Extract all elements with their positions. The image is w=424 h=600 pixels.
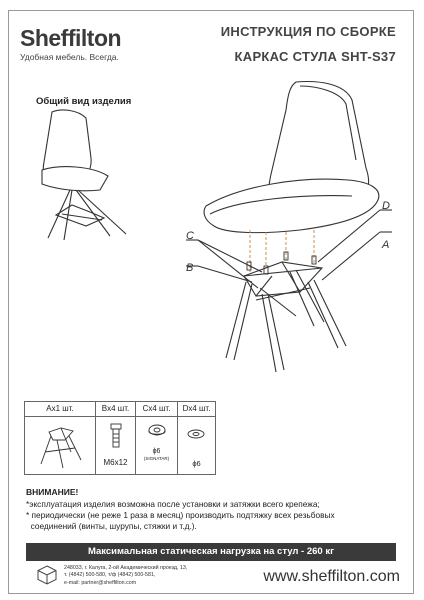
parts-col-c — [136, 402, 178, 474]
document-subtitle: КАРКАС СТУЛА SHT-S37 — [234, 49, 396, 64]
max-load-banner: Максимальная статическая нагрузка на стул - 260 кг — [26, 543, 396, 561]
small-chair-illustration — [42, 110, 126, 240]
contact-email: e-mail: partner@sheffilton.com — [64, 579, 137, 586]
cube-logo-icon — [36, 564, 58, 586]
document-title: ИНСТРУКЦИЯ ПО СБОРКЕ — [220, 24, 396, 39]
exploded-chair-illustration — [186, 82, 392, 372]
callout-a: A — [382, 239, 390, 251]
frame-a-icon — [25, 416, 96, 476]
warning-line-3: соединений (винты, шурупы, стяжки и т.д.). — [26, 521, 197, 531]
callout-d: D — [382, 200, 390, 212]
parts-col-b — [96, 402, 136, 474]
parts-table — [24, 401, 216, 475]
warning-line-2: * периодически (не реже 1 раза в месяц) производить подтяжку всех резьбовых — [26, 510, 335, 520]
warning-title: ВНИМАНИЕ! — [26, 487, 79, 497]
brand-name: Sheffilton — [20, 25, 122, 51]
callout-c: C — [186, 230, 194, 242]
parts-col-c-header: Cx4 шт. — [136, 402, 177, 417]
general-view-label: Общий вид изделия — [36, 96, 132, 107]
parts-col-b-header: Bx4 шт. — [96, 402, 135, 417]
warning-section — [26, 487, 396, 532]
parts-col-b-caption: M6x12 — [103, 458, 128, 467]
parts-col-c-caption: ϕ6 — [152, 448, 161, 455]
bolt-b-icon — [96, 416, 136, 456]
callout-b: B — [186, 262, 194, 274]
parts-col-a-header: Ax1 шт. — [25, 402, 95, 417]
website-link[interactable]: www.sheffilton.com — [263, 568, 400, 585]
parts-col-c-subcaption: (SIGNATAR) — [143, 456, 170, 461]
brand-slogan: Удобная мебель. Всегда. — [20, 52, 119, 62]
parts-col-d — [178, 402, 215, 474]
contact-phones: т. (4842) 500-580, т/ф (4842) 500-581, — [64, 572, 156, 579]
parts-col-d-header: Dx4 шт. — [178, 402, 215, 417]
parts-col-d-caption: ϕ6 — [192, 459, 201, 468]
contacts-block — [64, 565, 187, 587]
warning-line-1: *эксплуатация изделия возможна после установки и затяжки всего крепежа; — [26, 499, 320, 509]
contact-address: 248033, г. Калуга, 2-ой Академический проезд, 13, — [64, 565, 188, 571]
washer-d-icon — [178, 416, 215, 456]
parts-col-a — [25, 402, 96, 474]
